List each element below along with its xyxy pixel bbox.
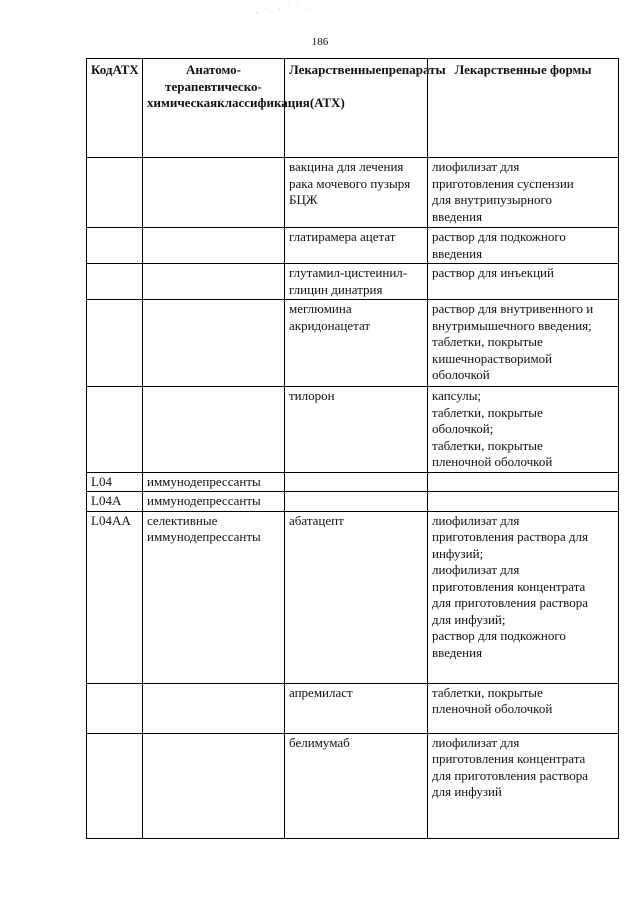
cell-classification: [143, 300, 285, 387]
table-header-row: [87, 59, 619, 158]
table-row: [87, 683, 619, 733]
cell-classification: [143, 733, 285, 838]
cell-drug: апремиласт: [285, 683, 428, 733]
cell-drug: абатацепт: [285, 511, 428, 683]
table-row: [87, 228, 619, 264]
table-row: [87, 733, 619, 838]
header-forms: Лекарственные формы: [428, 59, 619, 158]
table-row: [87, 387, 619, 473]
cell-classification: иммунодепрессанты: [143, 472, 285, 492]
header-classification: Анатомо-терапевтическо-химическаяклассификация(АТХ): [143, 59, 285, 158]
cell-drug: [285, 472, 428, 492]
cell-classification: иммунодепрессанты: [143, 492, 285, 512]
cell-classification: [143, 158, 285, 228]
cell-forms: лиофилизат для приготовления раствора для инфузий; лиофилизат для приготовления концентрата для приготовления раствора для инфузий; раствор для подкожного введения: [428, 511, 619, 683]
cell-code: L04: [87, 472, 143, 492]
table-row: [87, 300, 619, 387]
cell-code: [87, 683, 143, 733]
cell-drug: меглюмина акридонацетат: [285, 300, 428, 387]
table-row: [87, 511, 619, 683]
table-row: [87, 472, 619, 492]
table-row: [87, 492, 619, 512]
cell-drug: вакцина для лечения рака мочевого пузыря БЦЖ: [285, 158, 428, 228]
cell-forms: раствор для подкожного введения: [428, 228, 619, 264]
cell-code: [87, 264, 143, 300]
cell-forms: раствор для инъекций: [428, 264, 619, 300]
cell-forms: лиофилизат для приготовления концентрата для приготовления раствора для инфузий: [428, 733, 619, 838]
header-code: КодАТХ: [87, 59, 143, 158]
page-number: 186: [311, 36, 329, 48]
cell-forms: [428, 472, 619, 492]
cell-drug: глатирамера ацетат: [285, 228, 428, 264]
cell-code: L04A: [87, 492, 143, 512]
cell-classification: [143, 264, 285, 300]
cell-code: [87, 158, 143, 228]
header-drugs: Лекарственныепрепараты: [285, 59, 428, 158]
cell-forms: таблетки, покрытые пленочной оболочкой: [428, 683, 619, 733]
cell-classification: [143, 387, 285, 473]
atc-table: [86, 58, 619, 839]
cell-classification: [143, 683, 285, 733]
cell-drug: глутамил-цистеинил- глицин динатрия: [285, 264, 428, 300]
cell-code: [87, 228, 143, 264]
faint-bleed-through: ¸ ·. · ˙ ` ·: [255, 4, 311, 14]
cell-code: L04AA: [87, 511, 143, 683]
cell-forms: лиофилизат для приготовления суспензии для внутрипузырного введения: [428, 158, 619, 228]
cell-code: [87, 387, 143, 473]
table-row: [87, 158, 619, 228]
cell-classification: селективные иммунодепрессанты: [143, 511, 285, 683]
cell-drug: [285, 492, 428, 512]
table-row: [87, 264, 619, 300]
cell-code: [87, 300, 143, 387]
cell-forms: капсулы; таблетки, покрытые оболочкой; таблетки, покрытые пленочной оболочкой: [428, 387, 619, 473]
cell-forms: раствор для внутривенного и внутримышечного введения; таблетки, покрытые кишечнорастворимой оболочкой: [428, 300, 619, 387]
cell-forms: [428, 492, 619, 512]
cell-drug: белимумаб: [285, 733, 428, 838]
cell-classification: [143, 228, 285, 264]
cell-drug: тилорон: [285, 387, 428, 473]
cell-code: [87, 733, 143, 838]
